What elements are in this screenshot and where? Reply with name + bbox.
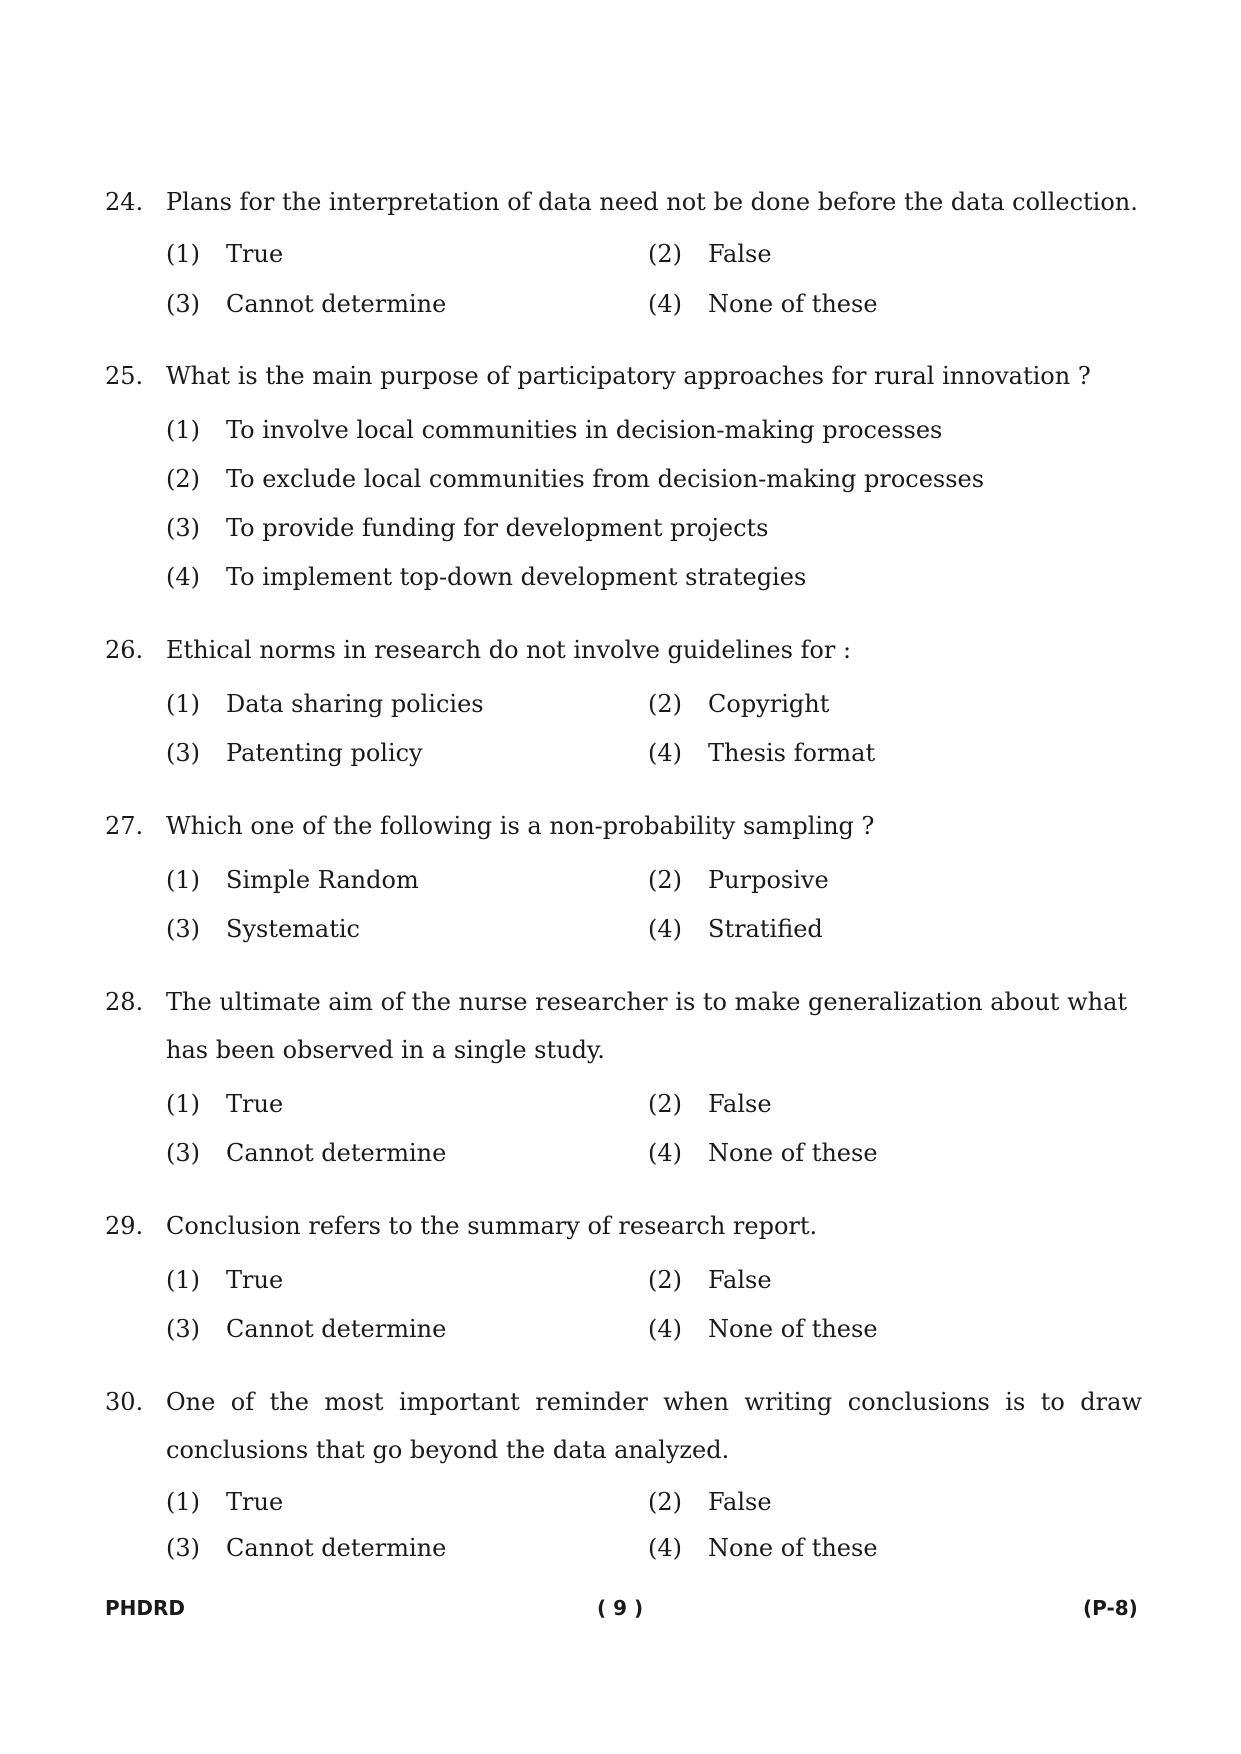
question-number: 25. xyxy=(105,362,144,390)
page-number: ( 9 ) xyxy=(597,1596,644,1620)
question-number: 26. xyxy=(105,636,144,664)
question-number: 28. xyxy=(105,988,144,1016)
question-number: 27. xyxy=(105,812,144,840)
question-text: Plans for the interpretation of data need not be done before the data collection. xyxy=(166,188,1138,216)
question-text: What is the main purpose of participatory approaches for rural innovation ? xyxy=(166,362,1091,390)
question-text: Ethical norms in research do not involve guidelines for : xyxy=(166,636,852,664)
paper-code: PHDRD xyxy=(105,1596,185,1620)
question-page: 24. Plans for the interpretation of data need not be done before the data collection. (1) True (2) False (3) Cannot determine (4) None of these 25. What is the main purpose of participatory approaches for rural innovation ? (1) To involve local communities in decision-making processes (2) To exclude local communities from decision-making processes (3) To provide funding for development projects (4) To implement top-down development strategies 26. Ethical norms in research do not involve guidelines for : (1) Data sharing policies (2) Copyright (3) Patenting policy (4) Thesis format 27. Which one of the following is a non-probability sampling ? (1) Simple Random (2) Purposive (3) Systematic (4) Stratified 28. The ultimate aim of the nurse researcher is to make generalization about what has been observed in a single study. (1) True (2) False (3) Cannot determine (4) None of these 29. Conclusion refers to the summary of research report. (1) True (2) False (3) Cannot determine (4) None of these 30. One of the most important reminder when writing conclusions is to draw conclusions that go beyond the data analyzed. (1) True (2) False (3) Cannot determine (4) None of these PHDRD ( 9 ) (P-8) xyxy=(0,0,1241,1754)
set-code: (P-8) xyxy=(1083,1596,1138,1620)
question-number: 29. xyxy=(105,1212,144,1240)
question-text: One of the most important reminder when writing conclusions is to draw conclusions that go beyond the data analyzed. xyxy=(166,1388,1142,1464)
question-number: 24. xyxy=(105,188,144,216)
question-text: Conclusion refers to the summary of research report. xyxy=(166,1212,818,1240)
question-number: 30. xyxy=(105,1388,144,1416)
question-text: The ultimate aim of the nurse researcher is to make generalization about what has been observed in a single study. xyxy=(166,988,1128,1064)
question-text: Which one of the following is a non-probability sampling ? xyxy=(166,812,875,840)
